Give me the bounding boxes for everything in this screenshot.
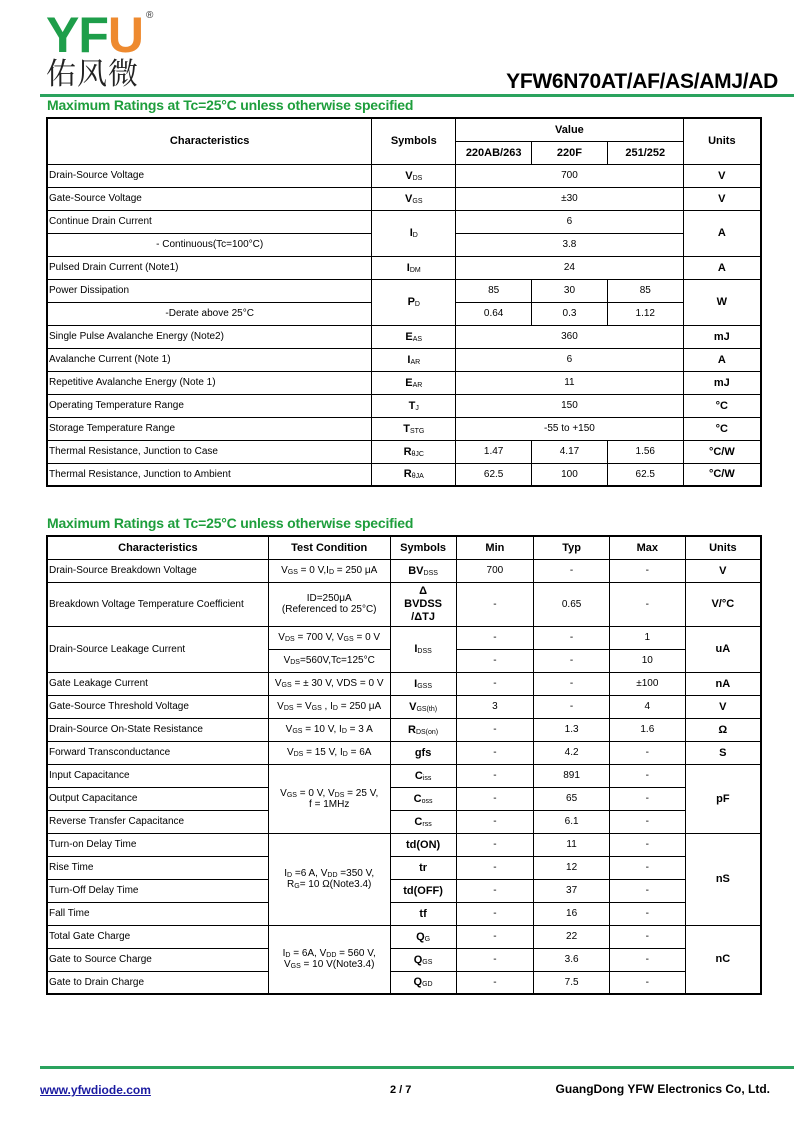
- table-row: Continue Drain Current $I_D$ 6 A: [47, 210, 761, 233]
- table-row: Drain-Source On-State Resistance $V_{GS} = 10$ V, $I_D = 3$ A $R_{DS(on)}$ - 1.3 1.6 Ω: [47, 718, 761, 741]
- website-link[interactable]: www.yfwdiode.com: [40, 1083, 151, 1097]
- header-pkg-220ab: 220AB/263: [456, 141, 532, 164]
- table-row: Drain-Source Voltage $V_{DS}$ 700 V: [47, 164, 761, 187]
- header-pkg-251: 251/252: [607, 141, 683, 164]
- table-row: Gate to Source Charge $Q_{GS}$ - 3.6 -: [47, 948, 761, 971]
- table-row: Turn-Off Delay Time td(OFF) - 37 -: [47, 879, 761, 902]
- table-row: Avalanche Current (Note 1) $I_{AR}$ 6 A: [47, 348, 761, 371]
- header-typ: Typ: [534, 536, 610, 559]
- table-row: Turn-on Delay Time $I_D =6$ A, $V_{DD} =350$ V, $R_G= 10$ Ω(Note3.4) td(ON) - 11 - nS: [47, 833, 761, 856]
- header-symbols: Symbols: [390, 536, 456, 559]
- table-row: Gate-Source Threshold Voltage $V_{DS} = V_{GS}$ , $I_D = 250$ μA $V_{GS(th)}$ 3 - 4 V: [47, 695, 761, 718]
- table-row: Gate to Drain Charge $Q_{GD}$ - 7.5 -: [47, 971, 761, 994]
- header-symbols: Symbols: [372, 118, 456, 164]
- header-characteristics: Characteristics: [47, 118, 372, 164]
- page-number: 2 / 7: [390, 1084, 412, 1096]
- table-row: Output Capacitance $C_{oss}$ - 65 -: [47, 787, 761, 810]
- table-row: Thermal Resistance, Junction to Ambient $R_{\theta JA}$ 62.5 100 62.5 °C/W: [47, 463, 761, 486]
- footer-divider: [40, 1066, 794, 1069]
- table-row: Power Dissipation $P_D$ 85 30 85 W: [47, 279, 761, 302]
- logo-chinese-name: 佑风微: [46, 57, 139, 92]
- table-row: Breakdown Voltage Temperature Coefficient ID=250μA (Referenced to 25°C) Δ BVDSS /ΔTJ - 0.65 - V/°C: [47, 582, 761, 626]
- header-units: Units: [685, 536, 761, 559]
- table-row: Single Pulse Avalanche Energy (Note2) $E_{AS}$ 360 mJ: [47, 325, 761, 348]
- table-row: Operating Temperature Range $T_J$ 150 °C: [47, 394, 761, 417]
- header-characteristics: Characteristics: [47, 536, 268, 559]
- header-test-condition: Test Condition: [268, 536, 390, 559]
- table-row: Repetitive Avalanche Energy (Note 1) $E_{AR}$ 11 mJ: [47, 371, 761, 394]
- table-row: Storage Temperature Range $T_{STG}$ -55 to +150 °C: [47, 417, 761, 440]
- company-name: GuangDong YFW Electronics Co, Ltd.: [555, 1082, 770, 1096]
- header-value: Value: [456, 118, 683, 141]
- table-row: Input Capacitance $V_{GS} = 0$ V, $V_{DS} = 25$ V, f = 1MHz $C_{iss}$ - 891 - pF: [47, 764, 761, 787]
- table-row: - Continuous(Tc=100°C) 3.8: [47, 233, 761, 256]
- header-min: Min: [456, 536, 534, 559]
- table-row: Total Gate Charge $I_D = 6A$, $V_{DD} = 560$ V, $V_{GS} = 10$ V(Note3.4) $Q_G$ - 22 - nC: [47, 925, 761, 948]
- electrical-characteristics-table: [46, 535, 762, 995]
- header-max: Max: [609, 536, 685, 559]
- section1-title: Maximum Ratings at Tc=25°C unless otherwise specified: [47, 97, 414, 113]
- company-logo: [46, 7, 154, 92]
- section2-title: Maximum Ratings at Tc=25°C unless otherwise specified: [47, 515, 414, 531]
- part-number-title: YFW6N70AT/AF/AS/AMJ/AD: [506, 70, 778, 93]
- table-row: -Derate above 25°C 0.64 0.3 1.12: [47, 302, 761, 325]
- logo-wordmark: YFU: [46, 7, 144, 63]
- table-row: Pulsed Drain Current (Note1) $I_{DM}$ 24 A: [47, 256, 761, 279]
- table-row: $V_{DS}=560V,Tc=125^\circ C$ - - 10: [47, 649, 761, 672]
- header-pkg-220f: 220F: [532, 141, 608, 164]
- table-row: Forward Transconductance $V_{DS} = 15$ V, $I_D = 6A$ gfs - 4.2 - S: [47, 741, 761, 764]
- table-row: Gate-Source Voltage $V_{GS}$ ±30 V: [47, 187, 761, 210]
- table-row: Rise Time tr - 12 -: [47, 856, 761, 879]
- table-row: Reverse Transfer Capacitance $C_{rss}$ - 6.1 -: [47, 810, 761, 833]
- table-row: Thermal Resistance, Junction to Case $R_{\theta JC}$ 1.47 4.17 1.56 °C/W: [47, 440, 761, 463]
- table-row: Drain-Source Leakage Current $V_{DS} = 700$ V, $V_{GS} = 0$ V $I_{DSS}$ - - 1 uA: [47, 626, 761, 649]
- header-units: Units: [683, 118, 761, 164]
- registered-mark: ®: [146, 10, 154, 21]
- table-row: Gate Leakage Current $V_{GS}$ = ± 30 V, VDS = 0 V $I_{GSS}$ - - ±100 nA: [47, 672, 761, 695]
- table-row: Fall Time tf - 16 -: [47, 902, 761, 925]
- table-row: Drain-Source Breakdown Voltage $V_{GS} = 0$ $V,I_D = 250$ μA $BV_{DSS}$ 700 - - V: [47, 559, 761, 582]
- absolute-ratings-table: [46, 117, 762, 487]
